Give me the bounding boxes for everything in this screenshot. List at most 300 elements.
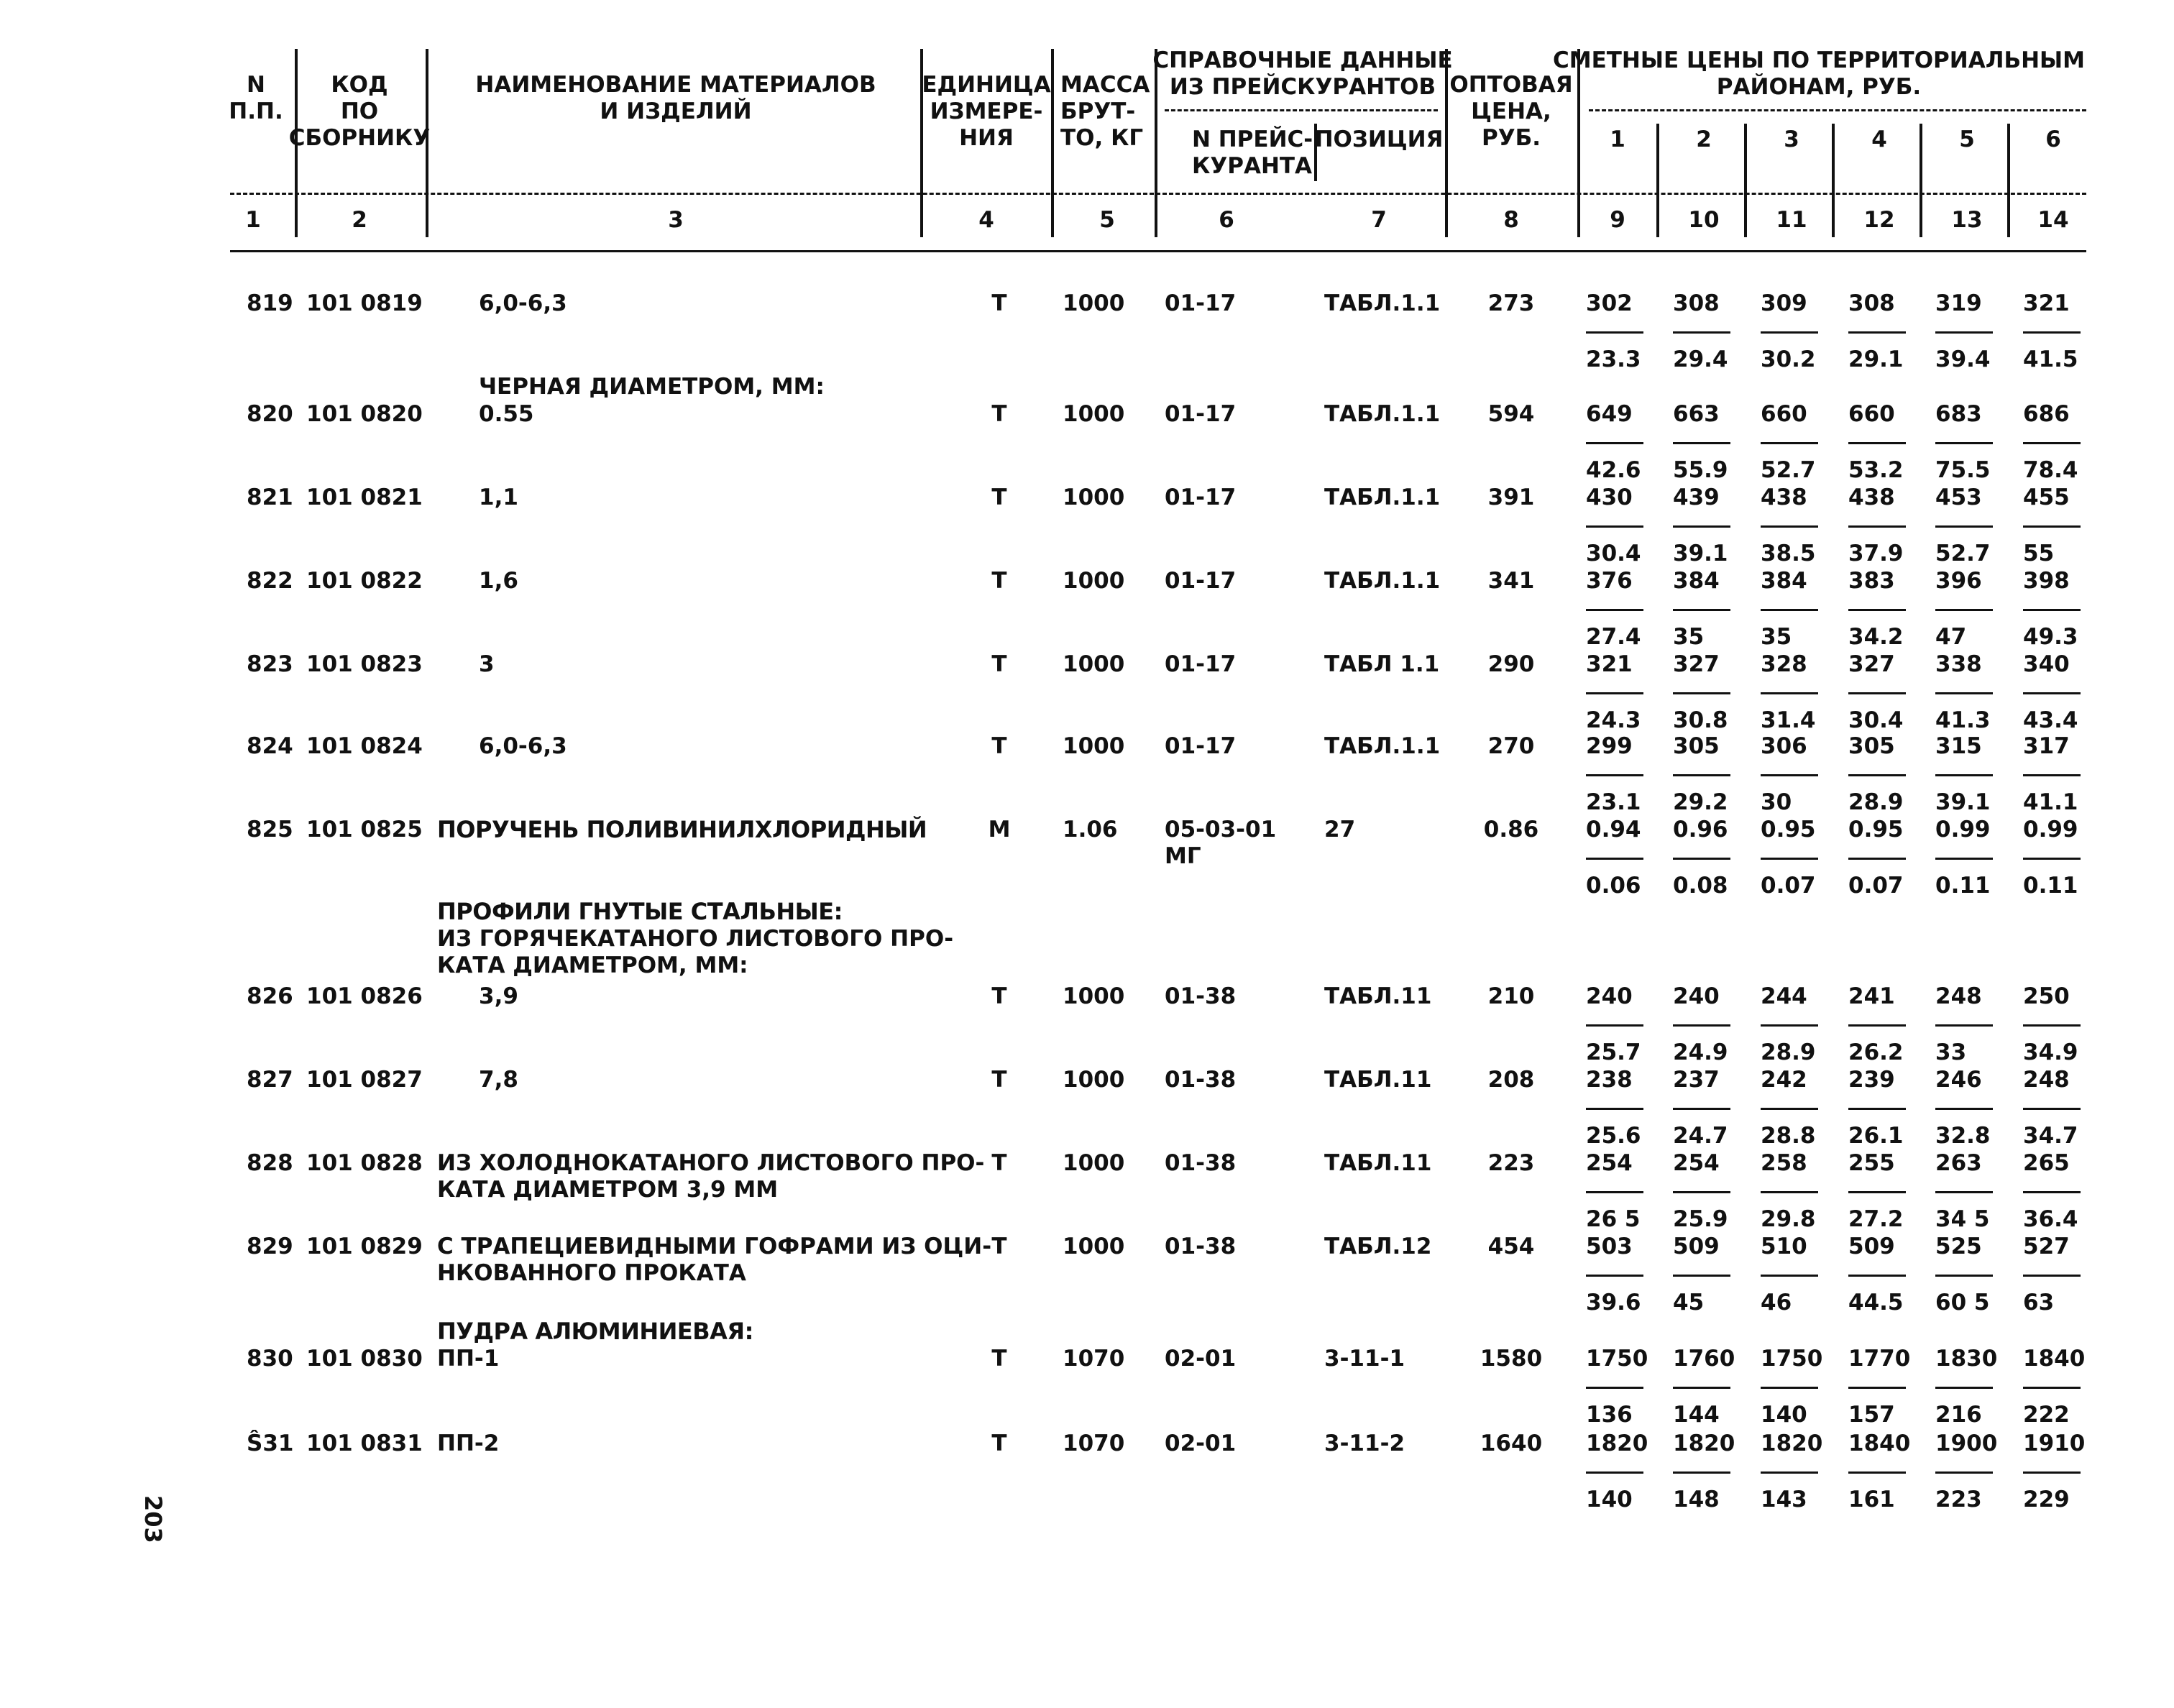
row-unit: М: [988, 817, 1011, 842]
header-unit: НИЯ: [959, 125, 1014, 151]
row-district-transport: 45: [1673, 1290, 1705, 1316]
row-number: 822: [247, 568, 293, 594]
row-mass: 1000: [1063, 401, 1125, 427]
header-district: 6: [2045, 127, 2061, 152]
row-district-price: 453: [1935, 485, 1982, 510]
row-name: С ТРАПЕЦИЕВИДНЫМИ ГОФРАМИ ИЗ ОЦИ-: [437, 1234, 992, 1259]
fraction-bar: [1935, 692, 1993, 694]
row-unit: Т: [991, 401, 1007, 427]
row-district-transport: 28.9: [1848, 789, 1904, 815]
row-district-transport: 34 5: [1935, 1206, 1990, 1232]
row-district-price: 258: [1761, 1150, 1807, 1176]
row-number: 820: [247, 401, 293, 427]
row-code: 101 0830: [306, 1346, 423, 1372]
fraction-bar: [2023, 692, 2081, 694]
header-wholesale: РУБ.: [1481, 125, 1541, 151]
row-district-price: 340: [2023, 651, 2070, 677]
row-position: ТАБЛ.11: [1324, 983, 1432, 1009]
row-district-transport: 29.2: [1673, 789, 1728, 815]
fraction-bar: [1848, 1275, 1906, 1277]
header-district: 1: [1610, 127, 1625, 152]
row-district-price: 1840: [1848, 1431, 1911, 1456]
row-district-transport: 41.5: [2023, 346, 2078, 372]
row-wholesale-price: 210: [1487, 983, 1535, 1009]
row-number: 823: [247, 651, 293, 677]
row-district-transport: 52.7: [1935, 541, 1991, 566]
row-pricelist: 01-17: [1165, 401, 1237, 427]
row-code: 101 0821: [306, 485, 423, 510]
row-district-transport: 23.1: [1586, 789, 1641, 815]
fraction-bar: [1848, 774, 1906, 776]
row-district-price: 306: [1761, 733, 1807, 759]
rule-line: [1165, 109, 1438, 111]
row-district-transport: 31.4: [1761, 707, 1816, 733]
fraction-bar: [1673, 1191, 1730, 1193]
header-unit: ИЗМЕРЕ-: [930, 98, 1043, 124]
row-district-transport: 34.9: [2023, 1039, 2078, 1065]
row-district-transport: 38.5: [1761, 541, 1816, 566]
row-wholesale-price: 273: [1487, 290, 1535, 316]
row-district-price: 686: [2023, 401, 2070, 427]
row-number: 819: [247, 290, 293, 316]
row-name: 1,6: [479, 568, 518, 594]
header-name: НАИМЕНОВАНИЕ МАТЕРИАЛОВ: [475, 72, 876, 98]
section-subheader: КАТА ДИАМЕТРОМ, ММ:: [437, 952, 748, 978]
fraction-bar: [1848, 331, 1906, 334]
row-district-transport: 136: [1586, 1402, 1633, 1428]
row-mass: 1000: [1063, 983, 1125, 1009]
page-number: 203: [139, 1495, 167, 1543]
row-unit: Т: [991, 485, 1007, 510]
row-position: ТАБЛ.11: [1324, 1067, 1432, 1093]
row-code: 101 0823: [306, 651, 423, 677]
row-district-transport: 140: [1586, 1487, 1633, 1512]
header-district-prices: РАЙОНАМ, РУБ.: [1716, 74, 1922, 100]
row-district-price: 309: [1761, 290, 1807, 316]
row-pricelist: 05-03-01: [1165, 817, 1277, 842]
column-number: 1: [245, 207, 261, 233]
rule-line: [230, 193, 2086, 195]
row-unit: Т: [991, 1234, 1007, 1259]
row-position: ТАБЛ.1.1: [1324, 401, 1441, 427]
row-district-transport: 24.9: [1673, 1039, 1728, 1065]
row-position: ТАБЛ.1.1: [1324, 568, 1441, 594]
row-district-transport: 161: [1848, 1487, 1895, 1512]
row-district-price: 438: [1848, 485, 1895, 510]
row-number: 828: [247, 1150, 293, 1176]
row-wholesale-price: 1640: [1480, 1431, 1543, 1456]
fraction-bar: [1586, 1108, 1643, 1110]
row-district-transport: 0.07: [1761, 873, 1816, 899]
row-wholesale-price: 208: [1487, 1067, 1535, 1093]
header-np: N: [247, 72, 265, 98]
header-mass: ТО, КГ: [1060, 125, 1144, 151]
row-mass: 1.06: [1063, 817, 1118, 842]
fraction-bar: [1586, 1275, 1643, 1277]
row-code: 101 0820: [306, 401, 423, 427]
row-district-price: 649: [1586, 401, 1633, 427]
row-district-transport: 42.6: [1586, 457, 1641, 483]
row-district-price: 319: [1935, 290, 1982, 316]
column-separator: [1577, 49, 1580, 237]
row-district-price: 327: [1673, 651, 1720, 677]
header-mass: МАССА: [1060, 72, 1150, 98]
fraction-bar: [1673, 331, 1730, 334]
row-district-price: 250: [2023, 983, 2070, 1009]
row-district-price: 0.99: [1935, 817, 1991, 842]
row-district-price: 317: [2023, 733, 2070, 759]
header-name: И ИЗДЕЛИЙ: [600, 98, 752, 124]
row-district-price: 503: [1586, 1234, 1633, 1259]
fraction-bar: [1586, 331, 1643, 334]
fraction-bar: [1935, 774, 1993, 776]
section-subheader: ПУДРА АЛЮМИНИЕВАЯ:: [437, 1318, 753, 1345]
row-district-transport: 60 5: [1935, 1290, 1990, 1316]
header-code: ПО: [340, 98, 379, 124]
row-district-price: 1770: [1848, 1346, 1911, 1372]
fraction-bar: [1673, 442, 1730, 444]
row-district-transport: 44.5: [1848, 1290, 1904, 1316]
row-district-price: 384: [1673, 568, 1720, 594]
row-district-price: 1820: [1673, 1431, 1735, 1456]
fraction-bar: [1586, 525, 1643, 528]
fraction-bar: [1848, 525, 1906, 528]
fraction-bar: [1848, 609, 1906, 611]
row-wholesale-price: 454: [1487, 1234, 1535, 1259]
row-number: 827: [247, 1067, 293, 1093]
row-pricelist: 01-17: [1165, 485, 1237, 510]
row-code: 101 0829: [306, 1234, 423, 1259]
fraction-bar: [1673, 1024, 1730, 1027]
row-pricelist: МГ: [1165, 843, 1201, 869]
fraction-bar: [2023, 858, 2081, 860]
row-district-transport: 29.1: [1848, 346, 1904, 372]
fraction-bar: [1761, 331, 1818, 334]
fraction-bar: [1935, 1387, 1993, 1389]
header-pricelist: КУРАНТА: [1192, 153, 1313, 179]
row-district-transport: 30.8: [1673, 707, 1728, 733]
fraction-bar: [2023, 609, 2081, 611]
row-district-transport: 55: [2023, 541, 2055, 566]
row-district-transport: 23.3: [1586, 346, 1641, 372]
row-district-transport: 25.9: [1673, 1206, 1728, 1232]
row-code: 101 0828: [306, 1150, 423, 1176]
row-number: 829: [247, 1234, 293, 1259]
fraction-bar: [1848, 1108, 1906, 1110]
row-pricelist: 01-38: [1165, 1067, 1237, 1093]
column-separator: [1744, 124, 1747, 237]
row-position: 27: [1324, 817, 1356, 842]
row-mass: 1070: [1063, 1431, 1125, 1456]
header-code: СБОРНИКУ: [288, 125, 431, 151]
row-wholesale-price: 1580: [1480, 1346, 1543, 1372]
row-district-transport: 27.2: [1848, 1206, 1904, 1232]
fraction-bar: [1586, 442, 1643, 444]
row-district-price: 1840: [2023, 1346, 2086, 1372]
fraction-bar: [1935, 1108, 1993, 1110]
row-district-transport: 140: [1761, 1402, 1807, 1428]
fraction-bar: [1761, 1275, 1818, 1277]
row-district-price: 1750: [1586, 1346, 1648, 1372]
row-district-transport: 222: [2023, 1402, 2070, 1428]
row-district-transport: 39.6: [1586, 1290, 1641, 1316]
row-number: 821: [247, 485, 293, 510]
header-wholesale: ОПТОВАЯ: [1449, 72, 1573, 98]
fraction-bar: [1673, 1471, 1730, 1474]
fraction-bar: [1586, 1024, 1643, 1027]
row-district-transport: 39.4: [1935, 346, 1991, 372]
fraction-bar: [1761, 1191, 1818, 1193]
fraction-bar: [2023, 1471, 2081, 1474]
row-mass: 1000: [1063, 290, 1125, 316]
fraction-bar: [1586, 1191, 1643, 1193]
header-unit: ЕДИНИЦА: [922, 72, 1051, 98]
section-subheader: ИЗ ГОРЯЧЕКАТАНОГО ЛИСТОВОГО ПРО-: [437, 926, 954, 952]
row-district-price: 308: [1673, 290, 1720, 316]
fraction-bar: [1935, 1191, 1993, 1193]
row-district-price: 663: [1673, 401, 1720, 427]
row-wholesale-price: 223: [1487, 1150, 1535, 1176]
row-district-price: 0.99: [2023, 817, 2078, 842]
row-district-transport: 35: [1673, 624, 1705, 650]
column-number: 7: [1371, 207, 1387, 233]
row-name: 1,1: [479, 485, 518, 510]
row-district-transport: 229: [2023, 1487, 2070, 1512]
fraction-bar: [1761, 858, 1818, 860]
row-code: 101 0824: [306, 733, 423, 759]
row-district-price: 338: [1935, 651, 1982, 677]
fraction-bar: [2023, 525, 2081, 528]
fraction-bar: [1935, 609, 1993, 611]
column-number: 9: [1610, 207, 1625, 233]
row-mass: 1000: [1063, 733, 1125, 759]
column-number: 2: [352, 207, 367, 233]
row-district-transport: 29.8: [1761, 1206, 1816, 1232]
row-district-transport: 78.4: [2023, 457, 2078, 483]
row-district-price: 1830: [1935, 1346, 1998, 1372]
fraction-bar: [2023, 1275, 2081, 1277]
row-number: 830: [247, 1346, 293, 1372]
column-number: 3: [668, 207, 684, 233]
row-district-transport: 0.07: [1848, 873, 1904, 899]
row-district-price: 241: [1848, 983, 1895, 1009]
fraction-bar: [2023, 442, 2081, 444]
column-number: 13: [1951, 207, 1983, 233]
row-position: ТАБЛ.1.1: [1324, 733, 1441, 759]
row-district-price: 527: [2023, 1234, 2070, 1259]
fraction-bar: [1761, 692, 1818, 694]
row-district-transport: 30.4: [1586, 541, 1641, 566]
fraction-bar: [1586, 1471, 1643, 1474]
row-district-price: 1900: [1935, 1431, 1998, 1456]
row-name: 6,0-6,3: [479, 733, 567, 759]
row-district-transport: 24.3: [1586, 707, 1641, 733]
row-unit: Т: [991, 1431, 1007, 1456]
row-pricelist: 01-38: [1165, 1234, 1237, 1259]
row-position: ТАБЛ 1.1: [1324, 651, 1440, 677]
row-district-price: 315: [1935, 733, 1982, 759]
row-district-transport: 47: [1935, 624, 1967, 650]
row-district-price: 299: [1586, 733, 1633, 759]
fraction-bar: [1586, 692, 1643, 694]
row-district-price: 0.95: [1761, 817, 1816, 842]
row-name: 6,0-6,3: [479, 290, 567, 316]
row-district-transport: 39.1: [1935, 789, 1991, 815]
fraction-bar: [1586, 1387, 1643, 1389]
row-unit: Т: [991, 1067, 1007, 1093]
column-number: 14: [2037, 207, 2069, 233]
row-district-transport: 52.7: [1761, 457, 1816, 483]
row-number: 824: [247, 733, 293, 759]
row-district-transport: 25.6: [1586, 1123, 1641, 1149]
row-district-transport: 32.8: [1935, 1123, 1991, 1149]
row-district-price: 254: [1673, 1150, 1720, 1176]
row-district-transport: 33: [1935, 1039, 1967, 1065]
row-district-price: 238: [1586, 1067, 1633, 1093]
row-district-transport: 26 5: [1586, 1206, 1641, 1232]
row-district-transport: 27.4: [1586, 624, 1641, 650]
row-pricelist: 01-38: [1165, 1150, 1237, 1176]
row-name: НКОВАННОГО ПРОКАТА: [437, 1260, 746, 1286]
row-district-transport: 26.1: [1848, 1123, 1904, 1149]
row-district-price: 246: [1935, 1067, 1982, 1093]
row-name: 3,9: [479, 983, 518, 1009]
row-code: 101 0827: [306, 1067, 423, 1093]
row-name: ПП-1: [437, 1346, 500, 1372]
header-wholesale: ЦЕНА,: [1471, 98, 1551, 124]
row-district-transport: 28.9: [1761, 1039, 1816, 1065]
section-subheader: ПРОФИЛИ ГНУТЫЕ СТАЛЬНЫЕ:: [437, 898, 843, 925]
fraction-bar: [1935, 442, 1993, 444]
row-pricelist: 02-01: [1165, 1346, 1237, 1372]
row-district-price: 327: [1848, 651, 1895, 677]
row-unit: Т: [991, 568, 1007, 594]
row-district-price: 0.94: [1586, 817, 1641, 842]
row-mass: 1000: [1063, 1234, 1125, 1259]
row-unit: Т: [991, 733, 1007, 759]
column-separator: [2007, 124, 2010, 237]
row-position: 3-11-2: [1324, 1431, 1405, 1456]
fraction-bar: [2023, 1387, 2081, 1389]
fraction-bar: [1761, 1108, 1818, 1110]
fraction-bar: [1673, 525, 1730, 528]
row-number: Ŝ31: [247, 1431, 294, 1456]
header-pricelist: N ПРЕЙС-: [1192, 127, 1313, 152]
row-district-transport: 148: [1673, 1487, 1720, 1512]
row-district-price: 242: [1761, 1067, 1807, 1093]
fraction-bar: [1586, 858, 1643, 860]
fraction-bar: [1761, 525, 1818, 528]
header-np: П.П.: [229, 98, 283, 124]
row-district-price: 328: [1761, 651, 1807, 677]
header-district: 5: [1959, 127, 1975, 152]
header-code: КОД: [331, 72, 388, 98]
row-district-price: 1910: [2023, 1431, 2086, 1456]
row-district-price: 305: [1848, 733, 1895, 759]
row-position: ТАБЛ.1.1: [1324, 290, 1441, 316]
fraction-bar: [1673, 858, 1730, 860]
row-district-price: 0.96: [1673, 817, 1728, 842]
row-district-price: 1820: [1586, 1431, 1648, 1456]
row-district-price: 0.95: [1848, 817, 1904, 842]
row-unit: Т: [991, 1346, 1007, 1372]
row-district-transport: 34.7: [2023, 1123, 2078, 1149]
column-number: 11: [1776, 207, 1807, 233]
row-district-price: 321: [2023, 290, 2070, 316]
row-district-price: 509: [1673, 1234, 1720, 1259]
row-district-transport: 41.1: [2023, 789, 2078, 815]
fraction-bar: [1848, 1387, 1906, 1389]
row-district-transport: 34.2: [1848, 624, 1904, 650]
row-name: 0.55: [479, 401, 534, 427]
row-district-price: 455: [2023, 485, 2070, 510]
row-district-price: 240: [1586, 983, 1633, 1009]
fraction-bar: [1848, 858, 1906, 860]
row-pricelist: 02-01: [1165, 1431, 1237, 1456]
row-unit: Т: [991, 1150, 1007, 1176]
row-position: ТАБЛ.1.1: [1324, 485, 1441, 510]
row-unit: Т: [991, 290, 1007, 316]
row-district-transport: 63: [2023, 1290, 2055, 1316]
row-district-price: 660: [1761, 401, 1807, 427]
rule-line: [1589, 109, 2086, 111]
row-district-price: 1820: [1761, 1431, 1823, 1456]
row-unit: Т: [991, 983, 1007, 1009]
column-number: 10: [1688, 207, 1720, 233]
fraction-bar: [1586, 774, 1643, 776]
row-district-price: 248: [1935, 983, 1982, 1009]
row-district-transport: 223: [1935, 1487, 1982, 1512]
row-district-transport: 143: [1761, 1487, 1807, 1512]
column-separator: [1656, 124, 1659, 237]
header-district: 3: [1784, 127, 1799, 152]
row-name: ПОРУЧЕНЬ ПОЛИВИНИЛХЛОРИДНЫЙ: [437, 816, 927, 843]
row-district-price: 376: [1586, 568, 1633, 594]
row-district-price: 525: [1935, 1234, 1982, 1259]
row-position: ТАБЛ.11: [1324, 1150, 1432, 1176]
header-district-prices: СМЕТНЫЕ ЦЕНЫ ПО ТЕРРИТОРИАЛЬНЫМ: [1553, 47, 2085, 73]
column-number: 12: [1863, 207, 1895, 233]
fraction-bar: [2023, 331, 2081, 334]
column-number: 5: [1099, 207, 1115, 233]
header-reference: СПРАВОЧНЫЕ ДАННЫЕ: [1152, 47, 1453, 73]
row-district-transport: 43.4: [2023, 707, 2078, 733]
fraction-bar: [1935, 1024, 1993, 1027]
header-district: 2: [1696, 127, 1712, 152]
row-district-transport: 157: [1848, 1402, 1895, 1428]
row-wholesale-price: 594: [1487, 401, 1535, 427]
row-district-transport: 49.3: [2023, 624, 2078, 650]
column-separator: [1832, 124, 1835, 237]
row-district-transport: 0.11: [2023, 873, 2078, 899]
fraction-bar: [1673, 1108, 1730, 1110]
row-pricelist: 01-17: [1165, 733, 1237, 759]
column-separator: [1051, 49, 1054, 237]
fraction-bar: [2023, 1108, 2081, 1110]
row-mass: 1000: [1063, 1067, 1125, 1093]
fraction-bar: [1935, 525, 1993, 528]
row-name: ПП-2: [437, 1431, 500, 1456]
row-district-transport: 30.4: [1848, 707, 1904, 733]
row-district-transport: 36.4: [2023, 1206, 2078, 1232]
row-district-transport: 75.5: [1935, 457, 1991, 483]
row-pricelist: 01-38: [1165, 983, 1237, 1009]
row-district-price: 1760: [1673, 1346, 1735, 1372]
row-district-transport: 37.9: [1848, 541, 1904, 566]
row-district-price: 383: [1848, 568, 1895, 594]
row-mass: 1000: [1063, 568, 1125, 594]
row-code: 101 0831: [306, 1431, 423, 1456]
